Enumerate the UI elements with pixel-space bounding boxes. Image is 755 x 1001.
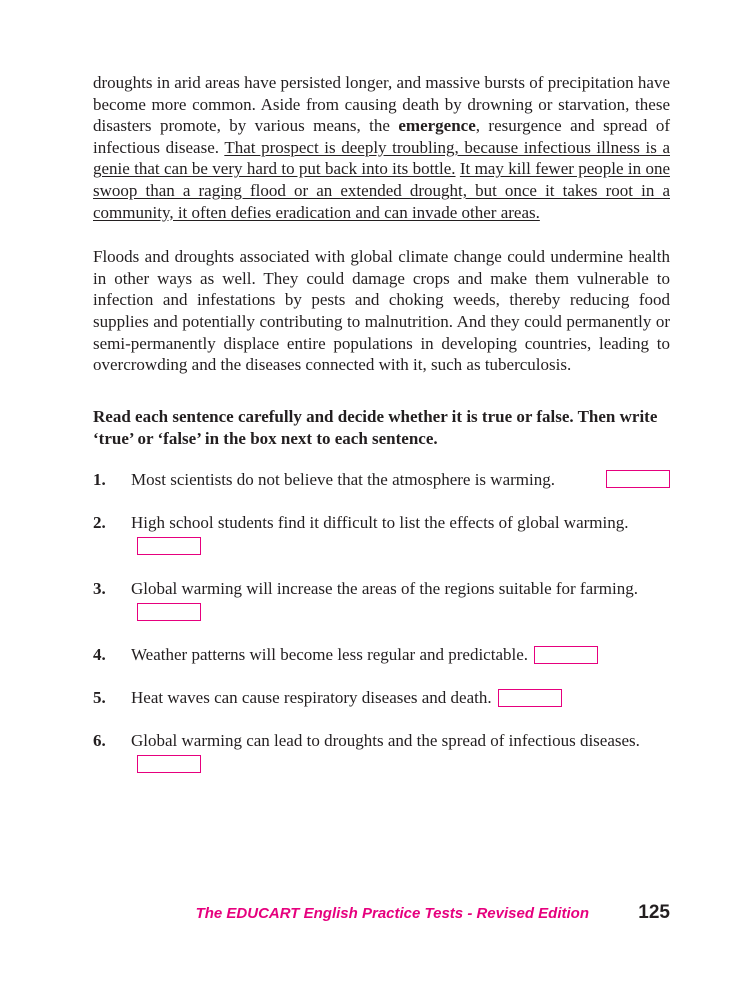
passage-text: , resurgence and spread of infectious disease. [93, 116, 670, 157]
question-list [93, 468, 670, 775]
answer-box-1[interactable] [606, 470, 670, 488]
question-sentence: Heat waves can cause respiratory diseases and death. [131, 687, 492, 707]
question-text [131, 643, 670, 666]
question-text [131, 686, 670, 709]
question-text [131, 468, 670, 491]
question-number: 1. [93, 469, 106, 489]
underlined-sentence-1: That prospect is deeply troubling, because infectious illness is a genie that can be very hard to put back into its bottle. [93, 137, 670, 179]
question-text [131, 729, 670, 775]
question-item [93, 729, 670, 775]
passage-paragraph-1 [93, 72, 670, 223]
page-number: 125 [638, 902, 670, 923]
answer-box-5[interactable] [498, 689, 562, 707]
question-number: 5. [93, 687, 106, 707]
answer-box-4[interactable] [534, 646, 598, 664]
question-item [93, 511, 670, 557]
question-sentence: High school students find it difficult to list the effects of global warming. [131, 512, 629, 532]
answer-box-2[interactable] [137, 537, 201, 555]
answer-box-3[interactable] [137, 603, 201, 621]
question-text [131, 511, 670, 557]
question-item [93, 577, 670, 623]
bold-word: emergence [398, 116, 476, 136]
question-sentence: Weather patterns will become less regular and predictable. [131, 644, 529, 664]
question-sentence: Global warming will increase the areas of the regions suitable for farming. [131, 578, 638, 598]
page-footer [0, 903, 755, 927]
question-text [131, 577, 670, 623]
question-item [93, 468, 670, 491]
question-item [93, 686, 670, 709]
passage-paragraph-2: Floods and droughts associated with global climate change could undermine health in other ways as well. They could damage crops and make them vulnerable to infection and infestations by pests and choking weeds, thereby reducing food supplies and potentially contributing to malnutrition. And they could permanently or semi-permanently displace entire populations in developing countries, leading to overcrowding and the diseases connected with it, such as tuberculosis. [93, 247, 670, 375]
question-number: 3. [93, 578, 106, 598]
underlined-sentence-2: It may kill fewer people in one swoop than a raging flood or an extended drought, but once it takes root in a community, it often defies eradication and can invade other areas. [93, 159, 670, 222]
question-number: 4. [93, 644, 106, 664]
question-sentence: Most scientists do not believe that the atmosphere is warming. [131, 469, 555, 489]
passage-text: droughts in arid areas have persisted longer, and massive bursts of precipitation have become more common. Aside from causing death by drowning or starvation, these disasters promote, by various means, the [93, 73, 670, 136]
question-number: 6. [93, 730, 106, 750]
question-item [93, 643, 670, 666]
question-sentence: Global warming can lead to droughts and the spread of infectious diseases. [131, 730, 640, 750]
question-number: 2. [93, 512, 106, 532]
footer-book-title: The EDUCART English Practice Tests - Revised Edition [195, 905, 589, 922]
answer-box-6[interactable] [137, 755, 201, 773]
page-content [93, 72, 670, 795]
exercise-instructions: Read each sentence carefully and decide whether it is true or false. Then write ‘true’ or ‘false’ in the box next to each sentence. [93, 406, 658, 448]
